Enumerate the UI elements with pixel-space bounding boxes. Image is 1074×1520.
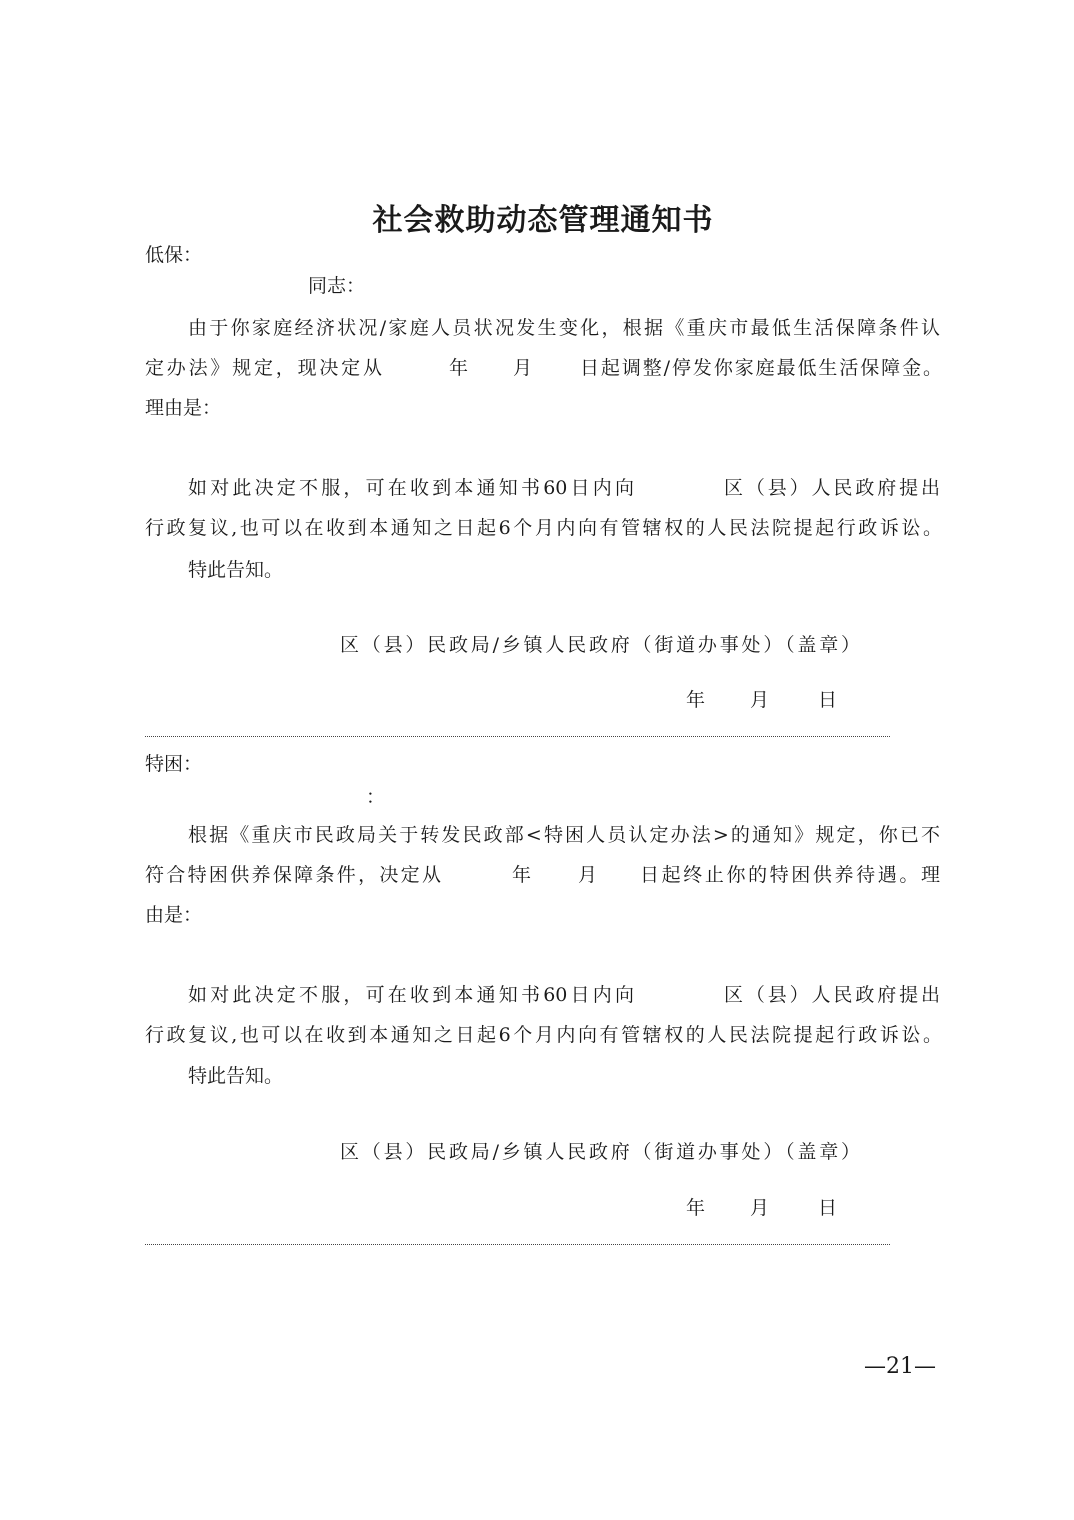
section2-salutation: ：	[366, 786, 386, 808]
section1-month-label: 月	[513, 357, 533, 379]
section1-closing: 特此告知。	[188, 559, 284, 581]
section2-p1-line2a: 符合特困供养保障条件，决定从	[145, 864, 441, 886]
section1-date-year: 年	[686, 689, 706, 711]
section2-p2-line1a: 如对此决定不服，可在收到本通知书60日内向	[188, 984, 634, 1006]
section2-date-month: 月	[750, 1197, 770, 1219]
section2-signature: 区（县）民政局/乡镇人民政府（街道办事处）（盖章）	[340, 1141, 860, 1163]
section1-p2-line1b: 区（县）人民政府提出	[724, 477, 940, 499]
section2-date-day: 日	[818, 1197, 838, 1219]
section1-p2-line2: 行政复议,也可以在收到本通知之日起6个月内向有管辖权的人民法院提起行政诉讼。	[145, 517, 942, 539]
section2-p2-line2: 行政复议,也可以在收到本通知之日起6个月内向有管辖权的人民法院提起行政诉讼。	[145, 1024, 942, 1046]
section2-closing: 特此告知。	[188, 1065, 284, 1087]
section2-date-year: 年	[686, 1197, 706, 1219]
section2-reason-label: 由是：	[145, 904, 203, 926]
dotted-divider	[145, 736, 890, 737]
page-number: —21—	[864, 1354, 936, 1379]
section2-p1-line2b: 日起终止你的特困供养待遇。理	[640, 864, 940, 886]
document-title: 社会救助动态管理通知书	[372, 203, 714, 238]
section2-heading: 特困：	[145, 753, 203, 775]
section2-month-label: 月	[578, 864, 598, 886]
section1-p1-line2b: 日起调整/停发你家庭最低生活保障金。	[580, 357, 942, 379]
section1-reason-label: 理由是：	[145, 397, 222, 419]
section1-p1-line2a: 定办法》规定，现决定从	[145, 357, 382, 379]
section1-signature: 区（县）民政局/乡镇人民政府（街道办事处）（盖章）	[340, 634, 860, 656]
section2-year-label: 年	[512, 864, 532, 886]
section1-p2-line1a: 如对此决定不服，可在收到本通知书60日内向	[188, 477, 634, 499]
section1-salutation: 同志：	[308, 275, 366, 297]
section1-p1-line1: 由于你家庭经济状况/家庭人员状况发生变化，根据《重庆市最低生活保障条件认	[188, 317, 940, 339]
dotted-divider	[145, 1244, 890, 1245]
section1-heading: 低保：	[145, 244, 203, 266]
section1-year-label: 年	[449, 357, 469, 379]
section1-date-day: 日	[818, 689, 838, 711]
section1-date-month: 月	[750, 689, 770, 711]
section2-p1-line1: 根据《重庆市民政局关于转发民政部<特困人员认定办法>的通知》规定，你已不	[188, 824, 940, 846]
section2-p2-line1b: 区（县）人民政府提出	[724, 984, 940, 1006]
